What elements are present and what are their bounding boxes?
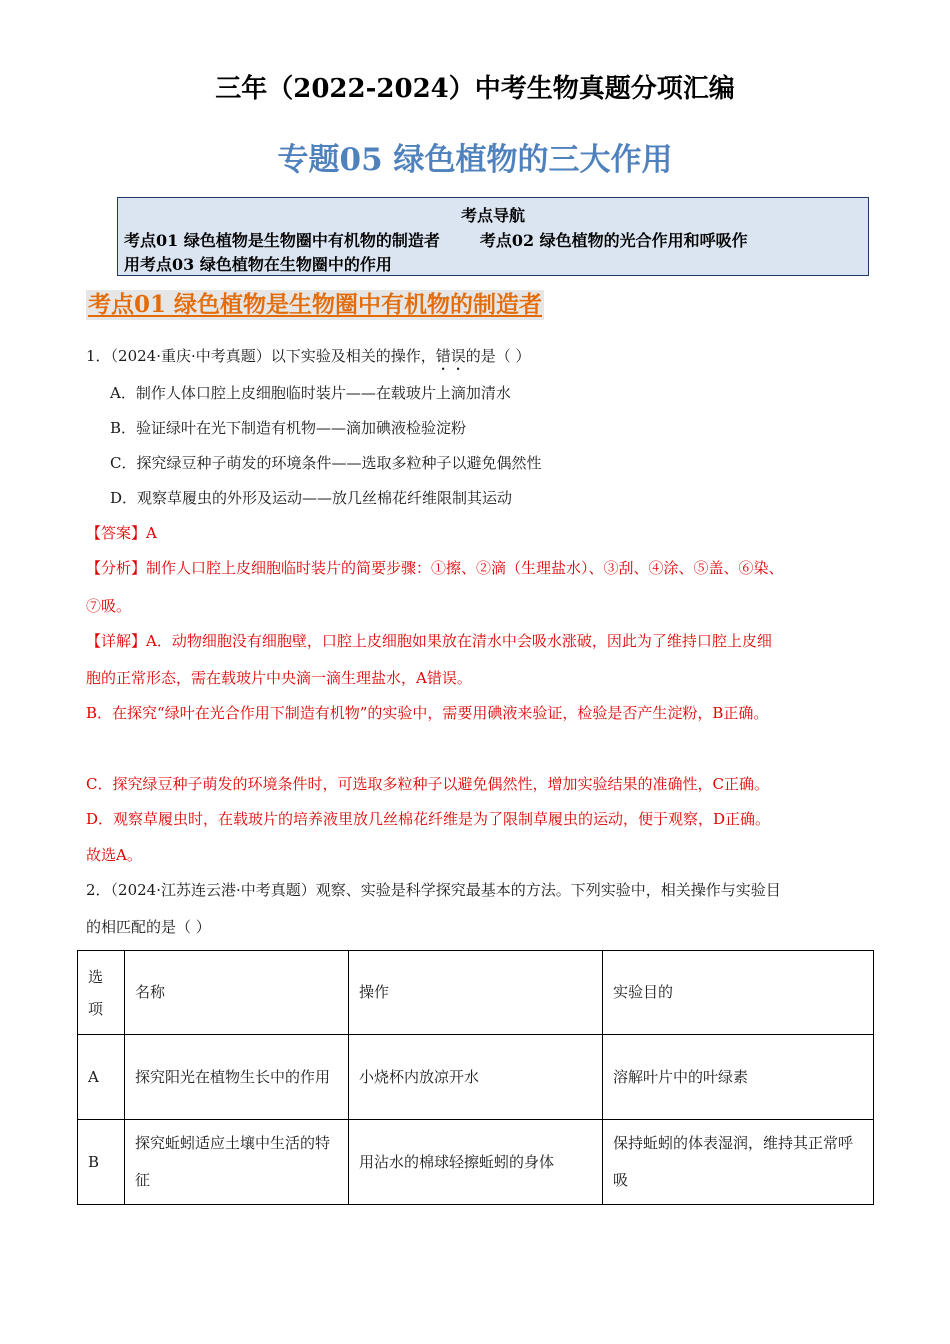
q1-stem-emphasis: 错误 <box>435 347 466 365</box>
q1-answer: 【答案】A <box>86 524 157 542</box>
q1-analysis-line1: 【分析】制作人口腔上皮细胞临时装片的简要步骤：①擦、②滴（生理盐水）、③刮、④涂、⑤盖、⑥染、 <box>86 559 784 577</box>
table-cell: B <box>78 1120 125 1205</box>
q1-stem <box>86 346 531 374</box>
q2-stem-line1: 2．（2024·江苏连云港·中考真题）观察、实验是科学探究最基本的方法。下列实验中，相关操作与实验目 <box>86 881 781 899</box>
table-header-cell: 操作 <box>349 951 603 1035</box>
table-cell: 溶解叶片中的叶绿素 <box>603 1035 874 1120</box>
q1-option-b: B．验证绿叶在光下制造有机物——滴加碘液检验淀粉 <box>110 419 467 437</box>
q1-option-a: A．制作人体口腔上皮细胞临时装片——在载玻片上滴加清水 <box>110 384 511 402</box>
sub-title: 专题05 绿色植物的三大作用 <box>277 142 673 178</box>
nav-heading: 考点导航 <box>460 206 525 225</box>
q1-stem-prefix: 1．（2024·重庆·中考真题）以下实验及相关的操作， <box>86 347 436 365</box>
table-header-row <box>78 951 874 1035</box>
table-row <box>78 1035 874 1120</box>
table-header-cell: 实验目的 <box>603 951 874 1035</box>
section-heading: 考点01 绿色植物是生物圈中有机物的制造者 <box>88 291 543 318</box>
q1-detail-line2: 胞的正常形态，需在载玻片中央滴一滴生理盐水，A错误。 <box>86 669 472 687</box>
q1-stem-suffix: 的是（ ） <box>465 347 531 365</box>
nav-line <box>124 228 748 251</box>
table-header-cell: 名称 <box>125 951 349 1035</box>
table-cell: 探究蚯蚓适应土壤中生活的特征 <box>125 1120 349 1205</box>
q1-detail-c: C．探究绿豆种子萌发的环境条件时，可选取多粒种子以避免偶然性，增加实验结果的准确性，C正确。 <box>86 775 769 793</box>
nav-item-02-part2: 用考点03 绿色植物在生物圈中的作用 <box>124 255 392 274</box>
table-cell: 小烧杯内放凉开水 <box>349 1035 603 1120</box>
q1-analysis-line2: ⑦吸。 <box>86 597 132 615</box>
q1-conclusion: 故选A。 <box>86 846 142 864</box>
q1-detail-line1: 【详解】A．动物细胞没有细胞壁，口腔上皮细胞如果放在清水中会吸水涨破，因此为了维持口腔上皮细 <box>86 632 772 650</box>
nav-item-01: 考点01 绿色植物是生物圈中有机物的制造者 <box>124 231 440 250</box>
q1-option-c: C．探究绿豆种子萌发的环境条件——选取多粒种子以避免偶然性 <box>110 454 542 472</box>
table-cell: 探究阳光在植物生长中的作用 <box>125 1035 349 1120</box>
q1-option-d: D．观察草履虫的外形及运动——放几丝棉花纤维限制其运动 <box>110 489 513 507</box>
q2-options-table <box>77 950 874 1205</box>
q2-stem-line2: 的相匹配的是（ ） <box>86 918 211 936</box>
nav-item-02-part1: 考点02 绿色植物的光合作用和呼吸作 <box>479 231 748 250</box>
main-title: 三年（2022-2024）中考生物真题分项汇编 <box>215 74 735 104</box>
table-row <box>78 1120 874 1205</box>
table-header-cell: 选项 <box>78 951 125 1035</box>
q1-detail-b: B．在探究“绿叶在光合作用下制造有机物”的实验中，需要用碘液来验证，检验是否产生淀粉，B正确。 <box>86 704 769 722</box>
topic-navigation-box <box>117 197 869 276</box>
q1-detail-d: D．观察草履虫时，在载玻片的培养液里放几丝棉花纤维是为了限制草履虫的运动，便于观察，D正确。 <box>86 810 771 828</box>
table-cell: 保持蚯蚓的体表湿润，维持其正常呼吸 <box>603 1120 874 1205</box>
table-cell: 用沾水的棉球轻擦蚯蚓的身体 <box>349 1120 603 1205</box>
table-cell: A <box>78 1035 125 1120</box>
